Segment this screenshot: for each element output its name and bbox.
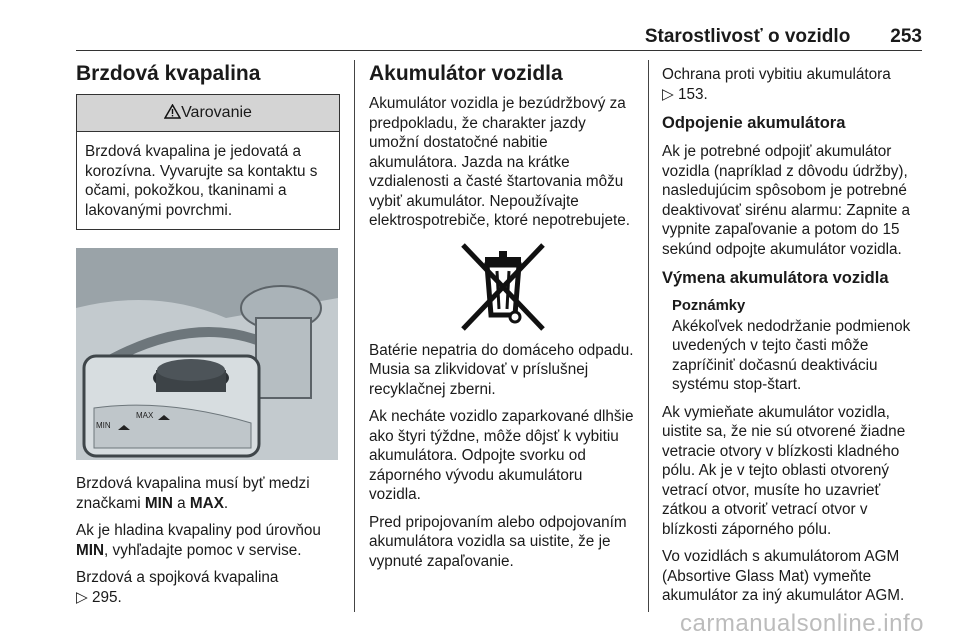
battery-paragraph-2: Batérie nepatria do domáceho odpadu. Musia sa zlikvidovať v príslušnej recyklačnej zberni.: [369, 341, 634, 398]
note-title: Poznámky: [672, 298, 746, 314]
warning-box: [76, 94, 340, 230]
warning-triangle-icon: [164, 104, 181, 119]
battery-paragraph-1: Akumulátor vozidla je bezúdržbový za predpokladu, že charakter jazdy umožní dostatočné nabitie akumulátora. Jazda na krátke vzdialenosti a časté štartovania môžu vybiť akumulátor. Nepoužívajte elektrospotrebiče, ktoré nepotrebujete.: [369, 95, 631, 229]
battery-paragraph-4: Pred pripojovaním alebo odpojovaním akumulátora vozidla sa uistite, že je vypnuté zapaľovanie.: [369, 513, 627, 570]
max-label: MAX: [136, 411, 154, 420]
watermark: carmanualsonline.info: [680, 610, 924, 637]
disconnect-battery-paragraph: Ak je potrebné odpojiť akumulátor vozidla (napríklad z dôvodu údržby), nasledujúcim spôsobom je potrebné deaktivovať sirénu alarmu: Zapnite a vypnite zapaľovanie a potom do 15 sekúnd odpojte akumulátor vozidla.: [662, 143, 911, 258]
warning-title: Varovanie: [181, 104, 252, 121]
page-ref-arrow-icon: ▷: [662, 85, 674, 103]
page-ref-arrow-icon: ▷: [76, 588, 88, 606]
column-battery-continued: [662, 65, 924, 614]
page-ref-link[interactable]: 295.: [92, 588, 122, 606]
replace-battery-paragraph-2: Vo vozidlách s akumulátorom AGM (Absortive Glass Mat) vymeňte akumulátor za iný akumulátor AGM.: [662, 548, 905, 604]
column-divider-1: [354, 60, 355, 612]
note-block: [662, 297, 924, 395]
reservoir-illustration: [76, 248, 338, 460]
battery-heading: Akumulátor vozidla: [369, 62, 563, 85]
page-ref-link[interactable]: 153.: [678, 85, 708, 103]
brake-fluid-paragraph-3: Brzdová a spojková kvapalina ▷ 295.: [76, 569, 279, 606]
brake-fluid-paragraph-2: Ak je hladina kvapaliny pod úrovňou MIN, vyhľadajte pomoc v servise.: [76, 522, 321, 559]
warning-header: [77, 95, 339, 132]
section-title: Starostlivosť o vozidlo: [644, 26, 851, 47]
page-header: [76, 22, 922, 52]
min-label: MIN: [96, 421, 111, 430]
column-divider-2: [648, 60, 649, 612]
disposal-symbol: [369, 239, 637, 335]
brake-fluid-paragraph-1: Brzdová kvapalina musí byť medzi značkami MIN a MAX.: [76, 475, 310, 512]
note-text: Akékoľvek nedodržanie podmienok uvedených v tejto časti môže zapríčiniť dočasnú deaktiváciu systému stop-štart.: [672, 317, 911, 393]
disconnect-battery-heading: Odpojenie akumulátora: [662, 114, 846, 132]
discharge-protection-ref: Ochrana proti vybitiu akumulátora ▷ 153.: [662, 66, 891, 103]
crossed-out-wheelie-bin-icon: [455, 239, 551, 335]
column-battery: [369, 60, 637, 579]
replace-battery-paragraph-1: Ak vymieňate akumulátor vozidla, uistite sa, že nie sú otvorené žiadne vetracie otvory v blízkosti kladného pólu. Ak je v tejto oblasti otvorený vetrací otvor, musíte ho uzavrieť zátkou a otvoriť vetrací otvor v blízkosti záporného pólu.: [662, 403, 906, 538]
battery-paragraph-3: Ak necháte vozidlo zaparkované dlhšie ako štyri týždne, môže dôjsť k vybitiu akumulátora. Odpojte svorku od záporného vývodu akumulátoru vozidla.: [369, 408, 634, 503]
page-number: 253: [890, 26, 922, 47]
header-divider: [76, 50, 922, 51]
column-brake-fluid: [76, 60, 340, 615]
replace-battery-heading: Výmena akumulátora vozidla: [662, 269, 889, 287]
warning-text: Brzdová kvapalina je jedovatá a korozívna. Vyvarujte sa kontaktu s očami, pokožkou, tkaninami a lakovanými povrchmi.: [85, 143, 318, 219]
brake-reservoir-photo: [76, 248, 338, 460]
brake-fluid-heading: Brzdová kvapalina: [76, 62, 261, 85]
